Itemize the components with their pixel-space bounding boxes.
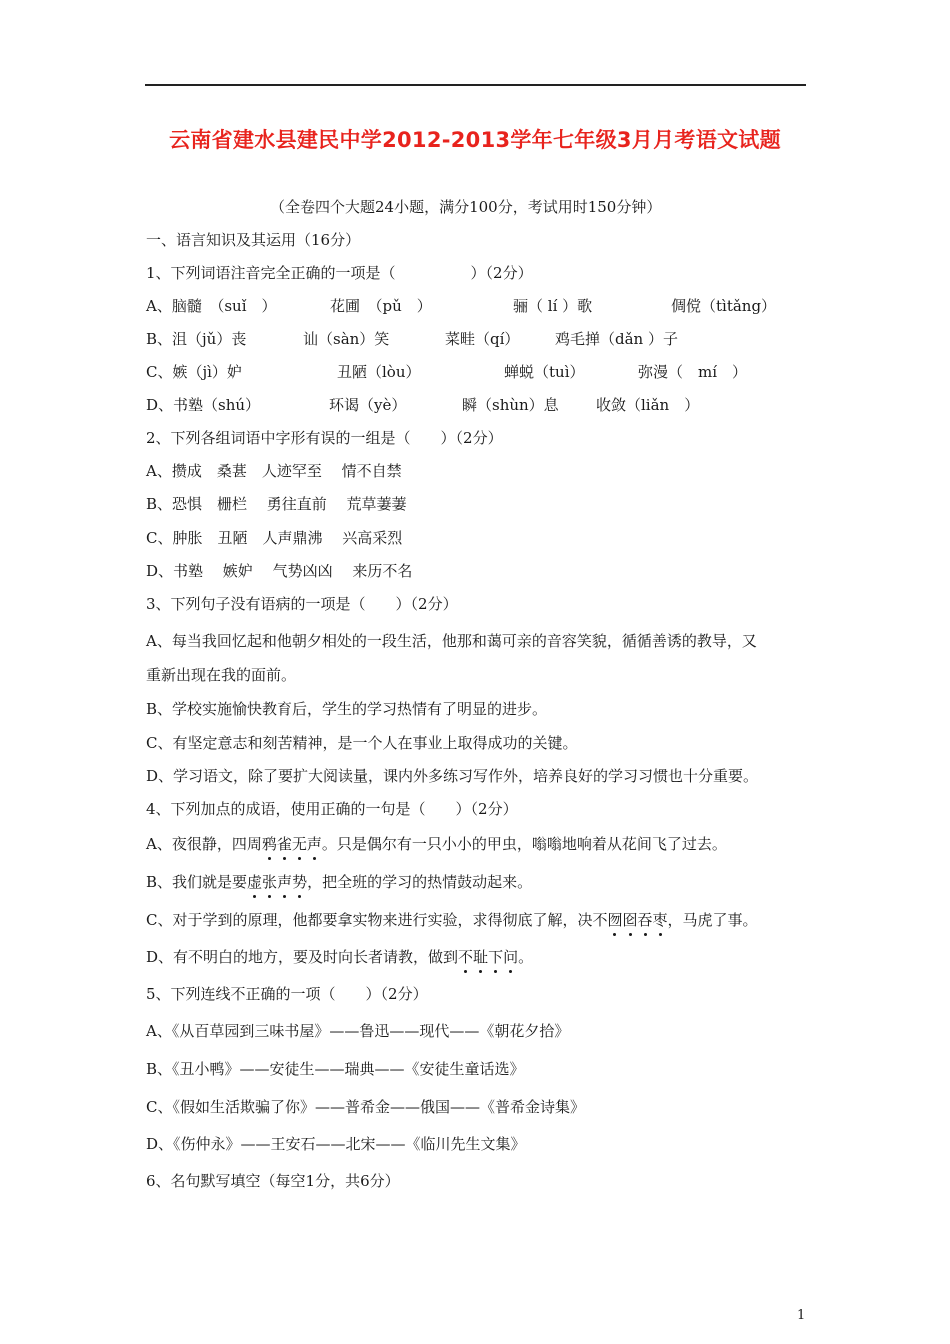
- q1-b-item: B、沮（jǔ）丧: [146, 330, 247, 348]
- q4-b-text: B、我们就是要: [146, 873, 248, 891]
- dotted-char: 虚: [247, 873, 263, 891]
- q3-option-b: B、学校实施愉快教育后，学生的学习热情有了明显的进步。: [146, 700, 548, 718]
- q2-stem: 2、下列各组词语中字形有误的一组是（ ）（2分）: [146, 429, 503, 447]
- q1-b-item: 讪（sàn）笑: [303, 330, 390, 348]
- q4-option-b: [146, 872, 532, 892]
- q1-b-item: 菜畦（qí）: [445, 330, 520, 348]
- q1-c-item: 蝉蜕（tuì）: [504, 363, 585, 381]
- q2-option-c: C、肿胀 丑陋 人声鼎沸 兴高采烈: [146, 529, 403, 547]
- q1-a-item: 骊（ lí ）歌: [513, 297, 593, 315]
- q1-d-item: D、书塾（shú）: [146, 396, 261, 414]
- dotted-char: 囵: [622, 911, 638, 929]
- q4-d-text: D、有不明白的地方，要及时向长者请教，做到: [146, 948, 459, 966]
- q3-option-a-continued: 重新出现在我的面前。: [146, 666, 297, 684]
- q3-stem: 3、下列句子没有语病的一项是（ ）（2分）: [146, 595, 458, 613]
- q4-option-a: [146, 834, 727, 854]
- q1-c-item: C、嫉（jì）妒: [146, 363, 242, 381]
- q4-a-text: 。只是偶尔有一只小小的甲虫，嗡嗡地响着从花间飞了过去。: [321, 835, 727, 853]
- dotted-char: 耻: [473, 948, 489, 966]
- q5-option-b: B、《丑小鸭》——安徒生——瑞典——《安徒生童话选》: [146, 1060, 525, 1078]
- dotted-char: 囫: [607, 911, 623, 929]
- q4-option-c: [146, 910, 758, 930]
- q5-option-a: A、《从百草园到三味书屋》——鲁迅——现代——《朝花夕拾》: [146, 1022, 570, 1040]
- q5-stem: 5、下列连线不正确的一项（ ）（2分）: [146, 985, 428, 1003]
- q4-stem: 4、下列加点的成语，使用正确的一句是（ ）（2分）: [146, 800, 518, 818]
- q2-option-a: A、攒成 桑葚 人迹罕至 情不自禁: [146, 462, 402, 480]
- page-number: 1: [797, 1308, 806, 1323]
- q4-b-text: ，把全班的学习的热情鼓动起来。: [307, 873, 533, 891]
- q4-c-text: ，马虎了事。: [667, 911, 758, 929]
- q1-d-item: 瞬（shùn）息: [462, 396, 559, 414]
- q3-option-a: A、每当我回忆起和他朝夕相处的一段生活，他那和蔼可亲的音容笑貌，循循善诱的教导，又: [146, 632, 757, 650]
- exam-title: 云南省建水县建民中学2012-2013学年七年级3月月考语文试题: [169, 128, 781, 152]
- dotted-char: 无: [291, 835, 307, 853]
- q5-option-d: D、《伤仲永》——王安石——北宋——《临川先生文集》: [146, 1135, 526, 1153]
- q2-option-b: B、恐惧 栅栏 勇往直前 荒草萋萋: [146, 495, 407, 513]
- q4-option-d: [146, 947, 533, 967]
- q1-d-item: 环谒（yè）: [329, 396, 407, 414]
- dotted-char: 吞: [637, 911, 653, 929]
- q3-option-d: D、学习语文，除了要扩大阅读量，课内外多练习写作外，培养良好的学习习惯也十分重要。: [146, 767, 759, 785]
- q1-a-item: 倜傥（tìtǎng）: [671, 297, 777, 315]
- header-rule: [145, 84, 806, 86]
- q1-c-item: 弥漫（ mí ）: [638, 363, 748, 381]
- q1-stem: 1、下列词语注音完全正确的一项是（ ）（2分）: [146, 264, 533, 282]
- dotted-char: 不: [458, 948, 474, 966]
- q4-a-text: A、夜很静，四周: [146, 835, 262, 853]
- q6-stem: 6、名句默写填空（每空1分，共6分）: [146, 1172, 400, 1190]
- exam-subtitle: （全卷四个大题24小题，满分100分，考试用时150分钟）: [270, 198, 662, 216]
- q1-a-item: A、脑髓 （suǐ ）: [146, 297, 277, 315]
- q3-option-c: C、有坚定意志和刻苦精神，是一个人在事业上取得成功的关键。: [146, 734, 578, 752]
- dotted-char: 张: [262, 873, 278, 891]
- q1-a-item: 花圃 （pǔ ）: [330, 297, 432, 315]
- q2-option-d: D、书塾 嫉妒 气势凶凶 来历不名: [146, 562, 413, 580]
- dotted-char: 势: [292, 873, 308, 891]
- dotted-char: 雀: [276, 835, 292, 853]
- q5-option-c: C、《假如生活欺骗了你》——普希金——俄国——《普希金诗集》: [146, 1098, 585, 1116]
- q1-c-item: 丑陋（lòu）: [337, 363, 421, 381]
- dotted-char: 声: [277, 873, 293, 891]
- dotted-char: 问: [503, 948, 519, 966]
- dotted-char: 下: [488, 948, 504, 966]
- q1-b-item: 鸡毛掸（dǎn ）子: [555, 330, 678, 348]
- q4-c-text: C、对于学到的原理，他都要拿实物来进行实验，求得彻底了解，决不: [146, 911, 608, 929]
- dotted-char: 声: [306, 835, 322, 853]
- section-heading: 一、语言知识及其运用（16分）: [146, 231, 361, 249]
- dotted-char: 枣: [652, 911, 668, 929]
- q4-d-text: 。: [518, 948, 534, 966]
- dotted-char: 鸦: [261, 835, 277, 853]
- q1-d-item: 收敛（liǎn ）: [596, 396, 700, 414]
